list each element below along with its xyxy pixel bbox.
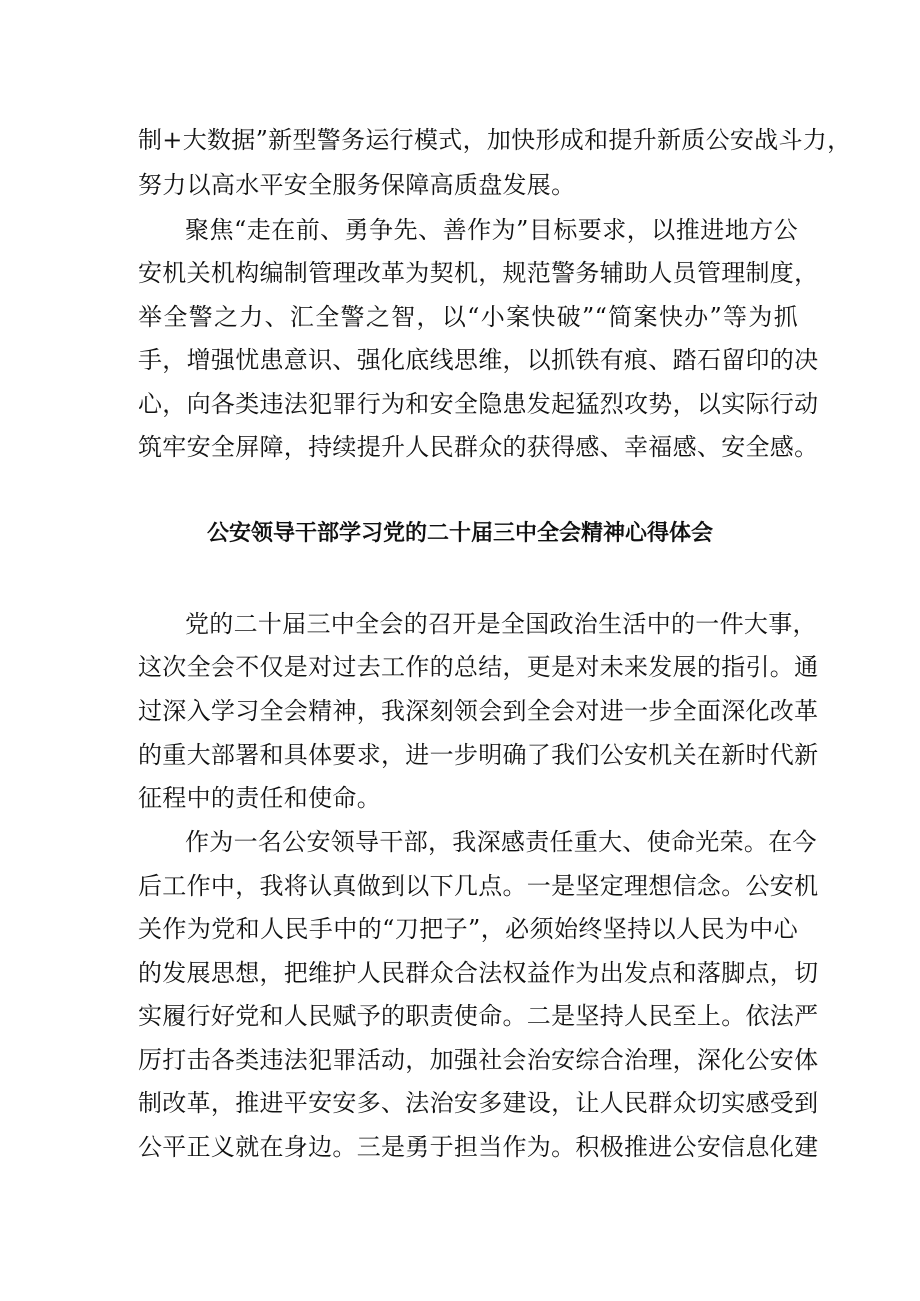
- text-line: 征程中的责任和使命。: [138, 784, 381, 812]
- text-line: 安机关机构编制管理改革为契机，规范警务辅助人员管理制度，: [138, 259, 819, 287]
- text-line: 制+大数据”新型警务运行模式，加快形成和提升新质公安战斗力，: [138, 126, 852, 154]
- text-line: 手，增强忧患意识、强化底线思维，以抓铁有痕、踏石留印的决: [138, 346, 819, 374]
- text-line: 厉打击各类违法犯罪活动，加强社会治安综合治理，深化公安体: [138, 1046, 819, 1074]
- text-line: 努力以高水平安全服务保障高质盘发展。: [138, 171, 576, 199]
- text-line: 制改革，推进平安安多、法治安多建设，让人民群众切实感受到: [138, 1089, 819, 1117]
- text-line: 的发展思想，把维护人民群众合法权益作为出发点和落脚点，切: [138, 959, 819, 987]
- text-line: 实履行好党和人民赋予的职责使命。二是坚持人民至上。依法严: [138, 1002, 819, 1030]
- article-title: 公安领导干部学习党的二十届三中全会精神心得体会: [206, 521, 713, 546]
- text-line: 这次全会不仅是对过去工作的总结，更是对未来发展的指引。通: [138, 653, 819, 681]
- text-line: 聚焦“走在前、勇争先、善作为”目标要求，以推进地方公: [185, 216, 798, 244]
- text-line: 的重大部署和具体要求，进一步明确了我们公安机关在新时代新: [138, 741, 819, 769]
- text-line: 作为一名公安领导干部，我深感责任重大、使命光荣。在今: [185, 828, 817, 856]
- text-line: 举全警之力、汇全警之智，以“小案快破”“简案快办”等为抓: [138, 303, 798, 331]
- text-line: 后工作中，我将认真做到以下几点。一是坚定理想信念。公安机: [138, 872, 819, 900]
- text-line: 过深入学习全会精神，我深刻领会到全会对进一步全面深化改革: [138, 697, 819, 725]
- text-line: 心，向各类违法犯罪行为和安全隐患发起猛烈攻势，以实际行动: [138, 390, 819, 418]
- text-line: 筑牢安全屏障，持续提升人民群众的获得感、幸福感、安全感。: [138, 433, 819, 461]
- text-line: 关作为党和人民手中的“刀把子”，必须始终坚持以人民为中心: [138, 915, 798, 943]
- text-line: 党的二十届三中全会的召开是全国政治生活中的一件大事，: [185, 610, 817, 638]
- text-line: 公平正义就在身边。三是勇于担当作为。积极推进公安信息化建: [138, 1133, 819, 1161]
